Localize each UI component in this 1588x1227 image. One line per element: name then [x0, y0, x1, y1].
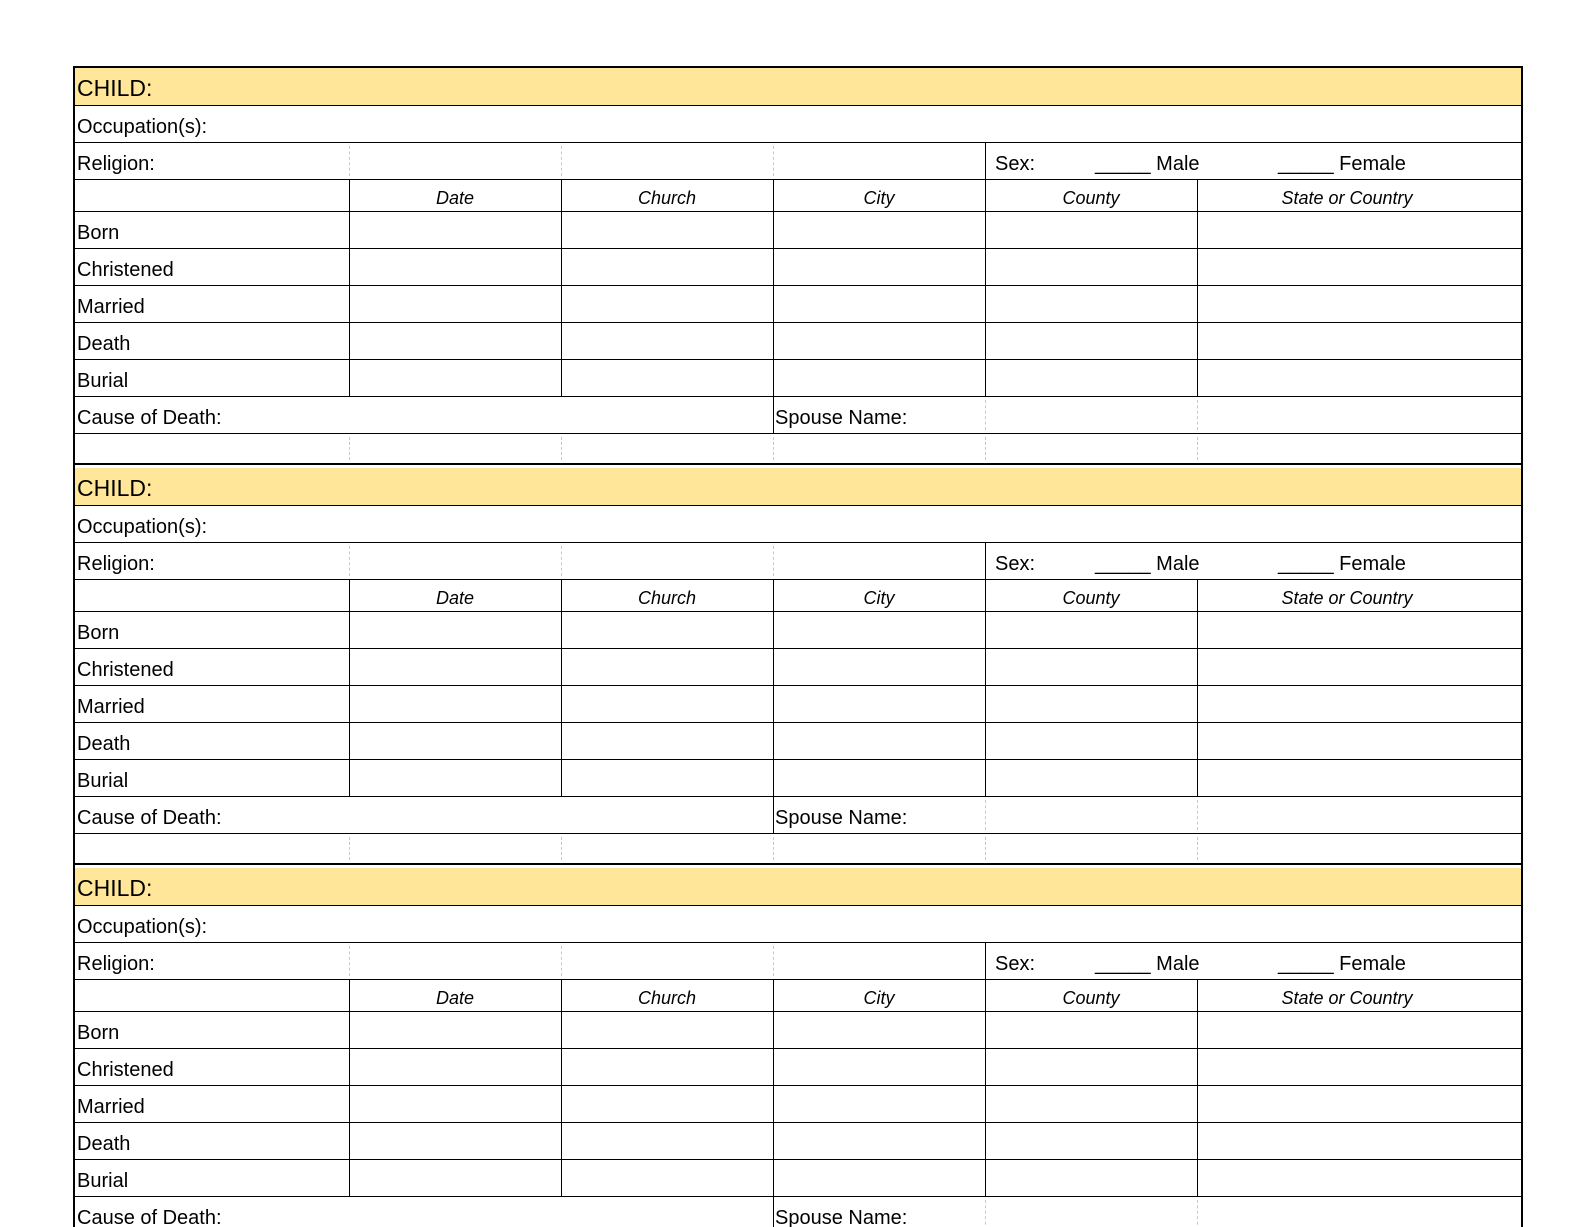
column-header-county: County	[1062, 588, 1120, 608]
cell-divider	[1197, 612, 1198, 648]
column-header-church: Church	[637, 988, 697, 1008]
cell-guide	[1197, 400, 1198, 430]
cell-divider	[1197, 212, 1198, 248]
column-header-church: Church	[637, 588, 697, 608]
sex-label: Sex:	[995, 953, 1036, 975]
cell-divider	[773, 723, 774, 759]
cell-guide	[985, 1200, 986, 1227]
event-label: Married	[77, 696, 145, 718]
column-header-row	[75, 980, 1521, 1012]
cell-divider	[1197, 249, 1198, 285]
event-row-burial[interactable]	[75, 760, 1521, 797]
cell-divider	[349, 1160, 350, 1196]
event-label: Christened	[77, 259, 174, 281]
cell-guide	[773, 146, 774, 176]
cell-guide	[1197, 437, 1198, 460]
cell-divider	[773, 286, 774, 322]
column-header-date: Date	[435, 188, 475, 208]
cell-divider	[561, 212, 562, 248]
child-header	[75, 868, 1521, 906]
cell-divider	[561, 1049, 562, 1085]
cell-divider	[561, 286, 562, 322]
column-header-county: County	[1062, 188, 1120, 208]
cause-spouse-row[interactable]	[75, 797, 1521, 834]
cell-divider	[985, 723, 986, 759]
cell-divider	[985, 1086, 986, 1122]
cell-guide	[349, 146, 350, 176]
event-label: Born	[77, 222, 120, 244]
cell-divider	[1197, 1086, 1198, 1122]
child-label: CHILD:	[77, 475, 153, 501]
cell-divider	[773, 212, 774, 248]
child-section	[75, 468, 1521, 868]
cell-guide	[349, 546, 350, 576]
occupation-row[interactable]	[75, 106, 1521, 143]
cell-divider	[561, 249, 562, 285]
cell-divider	[349, 723, 350, 759]
cell-divider	[773, 1012, 774, 1048]
cell-divider	[773, 1160, 774, 1196]
cause-spouse-row[interactable]	[75, 397, 1521, 434]
cell-divider	[1197, 760, 1198, 796]
female-option[interactable]: _____ Female	[1278, 553, 1406, 575]
cell-guide	[985, 400, 986, 430]
cell-divider	[561, 686, 562, 722]
cause-of-death-label: Cause of Death:	[77, 407, 222, 429]
religion-row[interactable]	[75, 943, 1521, 980]
cell-divider	[985, 1123, 986, 1159]
cell-divider	[773, 397, 774, 433]
cell-divider	[985, 943, 986, 979]
cell-divider	[773, 1086, 774, 1122]
cell-divider	[561, 323, 562, 359]
event-row-christened[interactable]	[75, 249, 1521, 286]
cell-divider	[773, 360, 774, 396]
cell-divider	[1197, 360, 1198, 396]
religion-row[interactable]	[75, 543, 1521, 580]
cell-divider	[985, 286, 986, 322]
event-row-christened[interactable]	[75, 649, 1521, 686]
event-label: Christened	[77, 659, 174, 681]
cell-divider	[349, 612, 350, 648]
cell-guide	[561, 837, 562, 860]
cell-guide	[349, 837, 350, 860]
male-option[interactable]: _____ Male	[1095, 553, 1200, 575]
cell-divider	[985, 686, 986, 722]
cause-of-death-label: Cause of Death:	[77, 1207, 222, 1227]
cell-guide	[773, 546, 774, 576]
occupation-label: Occupation(s):	[77, 916, 208, 938]
cell-divider	[561, 360, 562, 396]
cell-divider	[1197, 323, 1198, 359]
spacer-row	[75, 834, 1521, 865]
cell-divider	[1197, 649, 1198, 685]
cell-guide	[773, 946, 774, 976]
cell-guide	[1197, 1200, 1198, 1227]
cell-divider	[349, 649, 350, 685]
event-label: Death	[77, 1133, 131, 1155]
event-label: Burial	[77, 770, 129, 792]
cell-divider	[985, 612, 986, 648]
child-header	[75, 68, 1521, 106]
child-label: CHILD:	[77, 75, 153, 101]
cell-divider	[561, 1160, 562, 1196]
cell-divider	[985, 649, 986, 685]
spacer-row	[75, 434, 1521, 465]
cell-divider	[985, 543, 986, 579]
cell-guide	[561, 946, 562, 976]
occupation-label: Occupation(s):	[77, 516, 208, 538]
event-row-burial[interactable]	[75, 1160, 1521, 1197]
cell-divider	[985, 143, 986, 179]
event-row-married[interactable]	[75, 686, 1521, 723]
child-label: CHILD:	[77, 875, 153, 901]
event-label: Born	[77, 622, 120, 644]
column-header-state-or-country: State or Country	[1281, 988, 1413, 1008]
event-label: Burial	[77, 370, 129, 392]
cell-divider	[985, 1049, 986, 1085]
religion-label: Religion:	[77, 153, 155, 175]
child-header	[75, 468, 1521, 506]
occupation-row[interactable]	[75, 906, 1521, 943]
column-header-state-or-country: State or Country	[1281, 188, 1413, 208]
cell-guide	[985, 437, 986, 460]
cell-divider	[773, 612, 774, 648]
cell-divider	[985, 1160, 986, 1196]
cell-guide	[773, 437, 774, 460]
column-header-city: City	[863, 588, 895, 608]
cell-divider	[1197, 1160, 1198, 1196]
cell-divider	[985, 323, 986, 359]
event-label: Death	[77, 733, 131, 755]
cell-divider	[1197, 686, 1198, 722]
cell-divider	[773, 1049, 774, 1085]
cell-divider	[773, 1197, 774, 1227]
cell-divider	[773, 649, 774, 685]
column-header-county: County	[1062, 988, 1120, 1008]
female-option[interactable]: _____ Female	[1278, 953, 1406, 975]
cell-divider	[349, 212, 350, 248]
cell-divider	[985, 760, 986, 796]
event-row-born[interactable]	[75, 1012, 1521, 1049]
occupation-label: Occupation(s):	[77, 116, 208, 138]
cell-divider	[561, 612, 562, 648]
family-record-form	[73, 66, 1523, 1227]
cell-divider	[985, 360, 986, 396]
cell-divider	[349, 1012, 350, 1048]
cell-divider	[1197, 1049, 1198, 1085]
column-header-church: Church	[637, 188, 697, 208]
cell-divider	[773, 249, 774, 285]
event-label: Married	[77, 296, 145, 318]
cell-divider	[349, 286, 350, 322]
event-row-christened[interactable]	[75, 1049, 1521, 1086]
event-row-born[interactable]	[75, 612, 1521, 649]
column-header-state-or-country: State or Country	[1281, 588, 1413, 608]
religion-label: Religion:	[77, 553, 155, 575]
column-header-date: Date	[435, 988, 475, 1008]
cell-divider	[561, 723, 562, 759]
column-header-row	[75, 180, 1521, 212]
cell-divider	[349, 1049, 350, 1085]
cell-divider	[561, 1123, 562, 1159]
spouse-name-label: Spouse Name:	[775, 407, 908, 429]
female-option[interactable]: _____ Female	[1278, 153, 1406, 175]
cell-guide	[349, 946, 350, 976]
cell-divider	[349, 323, 350, 359]
cell-divider	[773, 797, 774, 833]
cell-divider	[561, 1012, 562, 1048]
cell-divider	[561, 649, 562, 685]
event-label: Christened	[77, 1059, 174, 1081]
column-header-city: City	[863, 188, 895, 208]
cell-divider	[773, 686, 774, 722]
cell-divider	[1197, 1012, 1198, 1048]
cell-divider	[349, 686, 350, 722]
religion-label: Religion:	[77, 953, 155, 975]
cell-guide	[349, 437, 350, 460]
event-label: Death	[77, 333, 131, 355]
spouse-name-label: Spouse Name:	[775, 807, 908, 829]
cell-divider	[349, 360, 350, 396]
event-label: Burial	[77, 1170, 129, 1192]
event-label: Married	[77, 1096, 145, 1118]
cell-guide	[1197, 837, 1198, 860]
cell-divider	[349, 249, 350, 285]
cell-divider	[985, 212, 986, 248]
cell-guide	[561, 546, 562, 576]
column-header-city: City	[863, 988, 895, 1008]
religion-row[interactable]	[75, 143, 1521, 180]
cell-divider	[1197, 723, 1198, 759]
occupation-row[interactable]	[75, 506, 1521, 543]
cell-divider	[349, 1086, 350, 1122]
event-row-married[interactable]	[75, 1086, 1521, 1123]
cell-guide	[1197, 800, 1198, 830]
cause-spouse-row[interactable]	[75, 1197, 1521, 1227]
cell-guide	[561, 146, 562, 176]
cell-divider	[773, 760, 774, 796]
cell-divider	[561, 760, 562, 796]
child-section	[75, 68, 1521, 468]
cell-divider	[1197, 1123, 1198, 1159]
column-header-row	[75, 580, 1521, 612]
cell-divider	[349, 760, 350, 796]
spouse-name-label: Spouse Name:	[775, 1207, 908, 1227]
cell-divider	[985, 249, 986, 285]
cell-divider	[773, 1123, 774, 1159]
cell-guide	[773, 837, 774, 860]
child-section	[75, 868, 1521, 1227]
event-row-death[interactable]	[75, 323, 1521, 360]
event-label: Born	[77, 1022, 120, 1044]
event-row-born[interactable]	[75, 212, 1521, 249]
event-row-death[interactable]	[75, 723, 1521, 760]
cell-divider	[1197, 286, 1198, 322]
cell-divider	[349, 1123, 350, 1159]
cell-guide	[985, 837, 986, 860]
event-row-married[interactable]	[75, 286, 1521, 323]
cell-guide	[561, 437, 562, 460]
event-row-death[interactable]	[75, 1123, 1521, 1160]
cell-guide	[985, 800, 986, 830]
cell-divider	[773, 323, 774, 359]
cell-divider	[985, 1012, 986, 1048]
male-option[interactable]: _____ Male	[1095, 953, 1200, 975]
sex-label: Sex:	[995, 153, 1036, 175]
column-header-date: Date	[435, 588, 475, 608]
cause-of-death-label: Cause of Death:	[77, 807, 222, 829]
cell-divider	[561, 1086, 562, 1122]
sex-label: Sex:	[995, 553, 1036, 575]
male-option[interactable]: _____ Male	[1095, 153, 1200, 175]
event-row-burial[interactable]	[75, 360, 1521, 397]
